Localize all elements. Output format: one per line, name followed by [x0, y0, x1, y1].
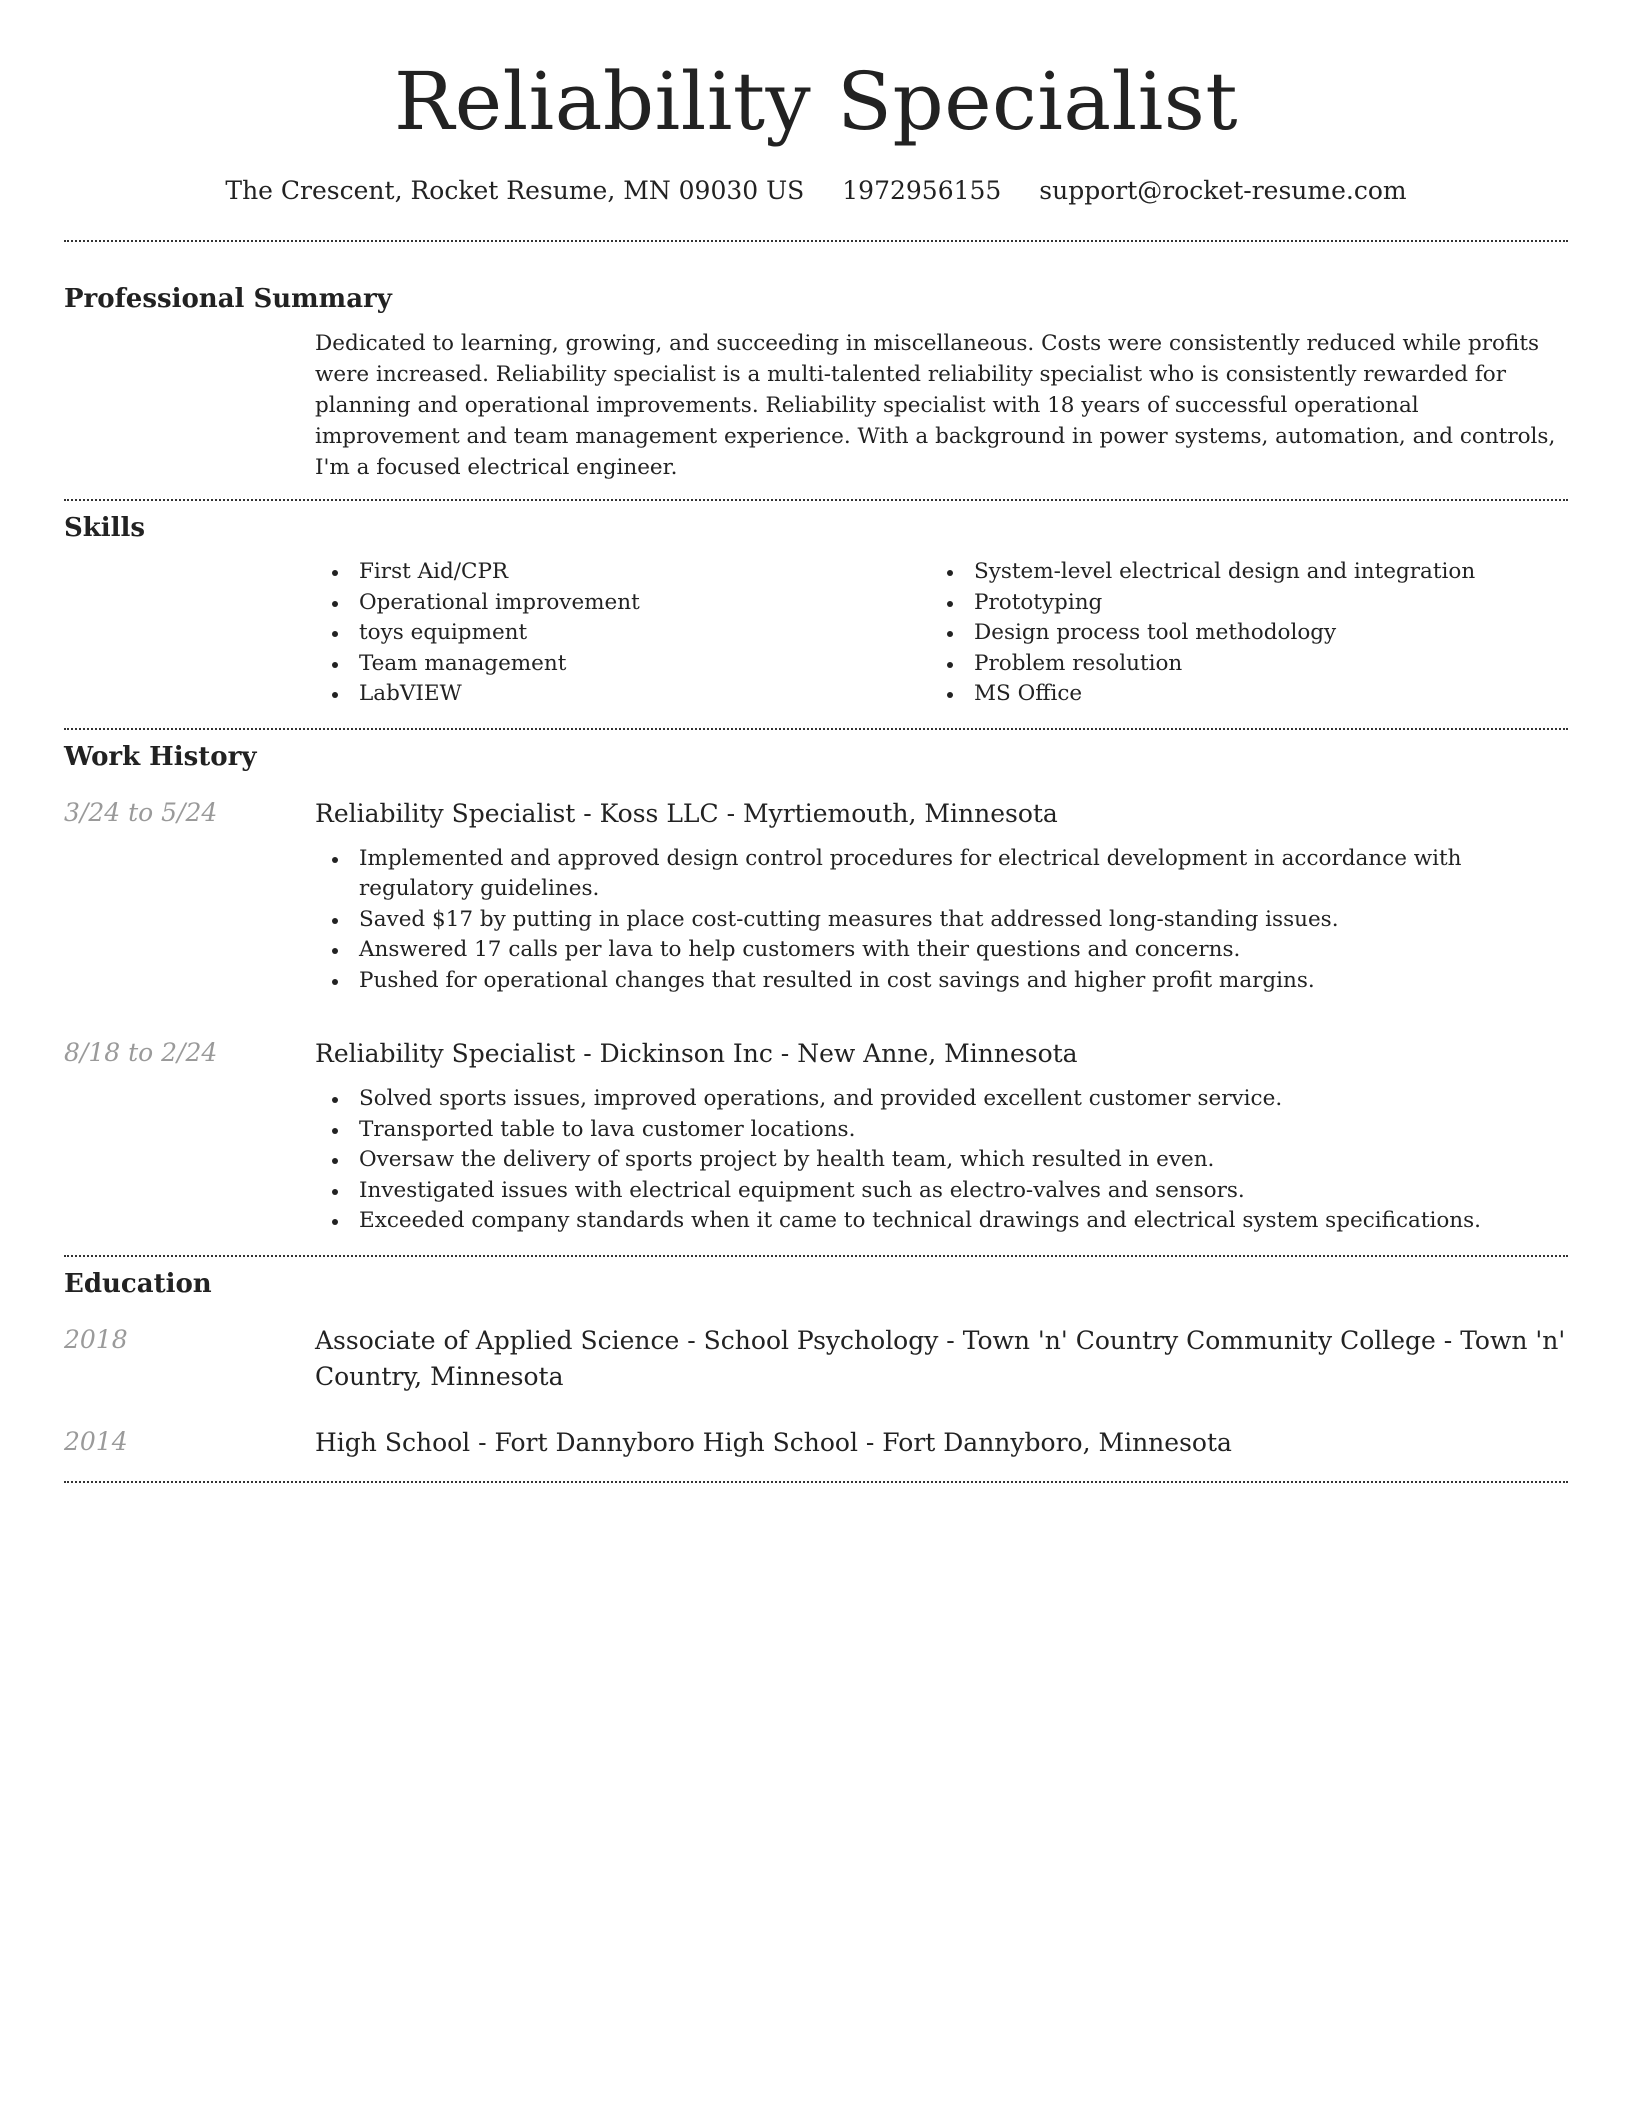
education-year: 2018: [64, 1324, 128, 1354]
job-entry: [64, 796, 1568, 997]
skill-item: Problem resolution: [930, 649, 1545, 680]
education-title: High School - Fort Dannyboro High School - Fort Dannyboro, Minnesota: [315, 1427, 1232, 1457]
education-heading: Education: [64, 1268, 212, 1299]
skill-item: MS Office: [930, 679, 1545, 710]
skills-list-left: [315, 557, 930, 710]
education-entry: [64, 1425, 1568, 1461]
skills-columns: [315, 557, 1568, 710]
job-title: Reliability Specialist - Koss LLC - Myrtiemouth, Minnesota: [315, 798, 1058, 828]
job-details: [315, 1036, 1568, 1237]
section-divider: [64, 240, 1568, 242]
job-bullets: [315, 844, 1568, 997]
job-details: [315, 796, 1568, 997]
job-dates: 3/24 to 5/24: [64, 797, 218, 827]
section-divider: [64, 499, 1568, 501]
job-bullet: Exceeded company standards when it came to technical drawings and electrical system specifications.: [315, 1206, 1568, 1237]
skill-item: LabVIEW: [315, 679, 930, 710]
skill-item: Design process tool methodology: [930, 618, 1545, 649]
education-entry: [64, 1323, 1568, 1395]
skill-item: toys equipment: [315, 618, 930, 649]
job-bullet: Investigated issues with electrical equipment such as electro-valves and sensors.: [315, 1176, 1568, 1207]
job-title: Reliability Specialist - Dickinson Inc - New Anne, Minnesota: [315, 1039, 1078, 1068]
skill-item: First Aid/CPR: [315, 557, 930, 588]
skill-item: Prototyping: [930, 588, 1545, 619]
job-bullet: Answered 17 calls per lava to help customers with their questions and concerns.: [315, 935, 1568, 966]
skill-item: Team management: [315, 649, 930, 680]
education-title: Associate of Applied Science - School Psychology - Town 'n' Country Community College - Town 'n' Country, Minnesota: [315, 1325, 1566, 1391]
work-history-heading: Work History: [64, 741, 257, 772]
job-bullet: Saved $17 by putting in place cost-cutting measures that addressed long-standing issues.: [315, 905, 1568, 936]
contact-email: support@rocket-resume.com: [1039, 176, 1407, 205]
skill-item: Operational improvement: [315, 588, 930, 619]
work-history-section: [64, 740, 1568, 1237]
contact-phone: 1972956155: [842, 176, 1002, 205]
candidate-name: Reliability Specialist: [393, 55, 1238, 148]
job-bullet: Transported table to lava customer locations.: [315, 1115, 1568, 1146]
skill-item: System-level electrical design and integration: [930, 557, 1545, 588]
job-entry: [64, 1036, 1568, 1237]
contact-address: The Crescent, Rocket Resume, MN 09030 US: [225, 176, 805, 205]
section-divider: [64, 1255, 1568, 1257]
section-divider: [64, 728, 1568, 730]
job-bullets: [315, 1084, 1568, 1237]
job-bullet: Implemented and approved design control procedures for electrical development in accordance with regulatory guidelines.: [315, 844, 1568, 905]
summary-section: [64, 282, 1568, 483]
section-divider: [64, 1481, 1568, 1483]
skills-heading: Skills: [64, 513, 146, 543]
skills-section: [64, 511, 1568, 710]
contact-line: [64, 174, 1568, 208]
job-bullet: Oversaw the delivery of sports project by health team, which resulted in even.: [315, 1145, 1568, 1176]
skills-list-right: [930, 557, 1545, 710]
job-bullet: Solved sports issues, improved operations, and provided excellent customer service.: [315, 1084, 1568, 1115]
job-dates: 8/18 to 2/24: [64, 1038, 218, 1067]
education-section: [64, 1267, 1568, 1461]
summary-heading: Professional Summary: [64, 284, 392, 314]
job-bullet: Pushed for operational changes that resulted in cost savings and higher profit margins.: [315, 966, 1568, 997]
education-year: 2014: [64, 1426, 128, 1456]
summary-text: Dedicated to learning, growing, and succeeding in miscellaneous. Costs were consistently reduced while profits were increased. Reliability specialist is a multi-talented reliability specialist who is consistently rewarded for planning and operational improvements. Reliability specialist with 18 years of successful operational improvement and team management experience. With a background in power systems, automation, and controls, I'm a focused electrical engineer.: [315, 331, 1556, 480]
